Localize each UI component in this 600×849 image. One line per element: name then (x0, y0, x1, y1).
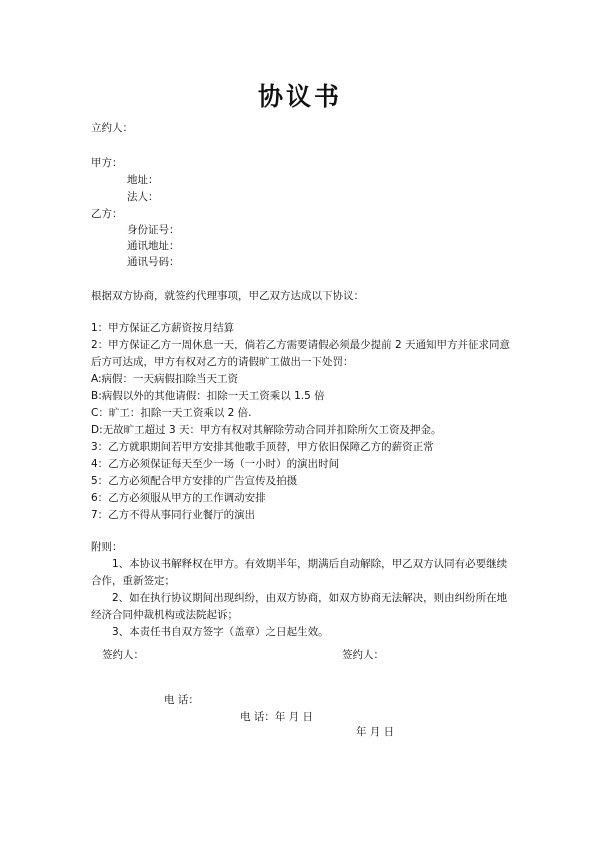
party-b-address: 通讯地址： (127, 240, 180, 252)
signatory-left-label: 签约人： (102, 649, 144, 661)
clause-line: C：旷工：扣除一天工资乘以 2 倍. (91, 407, 252, 419)
clause-line: D:无故旷工超过 3 天：甲方有权对其解除劳动合同并扣除所欠工资及押金。 (91, 424, 442, 436)
intro-text: 根据双方协商，就签约代理事项，甲乙双方达成以下协议： (91, 290, 364, 302)
appendix-label: 附则： (91, 541, 123, 553)
phone-label: 电 话： (164, 694, 199, 706)
party-a-address: 地址： (127, 174, 159, 186)
clause-line: 2：甲方保证乙方一周休息一天，倘若乙方需要请假必须最少提前 2 天通知甲方并征求同意 (91, 339, 511, 351)
party-a-legal-person: 法人： (127, 191, 159, 203)
clause-line: 1：甲方保证乙方薪资按月结算 (91, 322, 235, 334)
appendix-line: 合作，重新签定； (91, 575, 175, 587)
signatory-label: 立约人： (91, 122, 133, 134)
party-b-label: 乙方： (91, 208, 123, 220)
clause-line: 5：乙方必须配合甲方安排的广告宣传及拍摄 (91, 475, 298, 487)
party-a-label: 甲方： (91, 157, 123, 169)
party-b-id-number: 身份证号： (127, 224, 180, 236)
document-title: 协议书 (257, 82, 342, 111)
clause-line: 7：乙方不得从事同行业餐厅的演出 (91, 509, 256, 521)
signatory-right-label: 签约人： (342, 649, 384, 661)
appendix-line: 1、本协议书解释权在甲方。有效期半年，期满后自动解除，甲乙双方认同有必要继续 (112, 558, 508, 570)
clause-line: 4：乙方必须保证每天至少一场（一小时）的演出时间 (91, 458, 340, 470)
appendix-line: 3、本责任书自双方签字（盖章）之日起生效。 (112, 626, 329, 638)
party-b-phone: 通讯号码： (127, 256, 180, 268)
clause-line: 6：乙方必须服从甲方的工作调动安排 (91, 492, 266, 504)
appendix-line: 2、如在执行协议期间出现纠纷，由双方协商，如双方协商无法解决，则由纠纷所在地 (112, 592, 508, 604)
clause-line: A:病假：一天病假扣除当天工资 (91, 373, 239, 385)
date-line: 年 月 日 (356, 726, 395, 738)
appendix-line: 经济合同仲裁机构或法院起诉； (91, 609, 238, 621)
clause-line: B:病假以外的其他请假：扣除一天工资乘以 1.5 倍 (91, 390, 325, 402)
clause-line: 后方可达成，甲方有权对乙方的请假旷工做出一下处罚： (91, 356, 354, 368)
phone-date-line: 电 话：年 月 日 (240, 711, 314, 723)
clause-line: 3：乙方就职期间若甲方安排其他歌手顶替，甲方依旧保障乙方的薪资正常 (91, 441, 434, 453)
